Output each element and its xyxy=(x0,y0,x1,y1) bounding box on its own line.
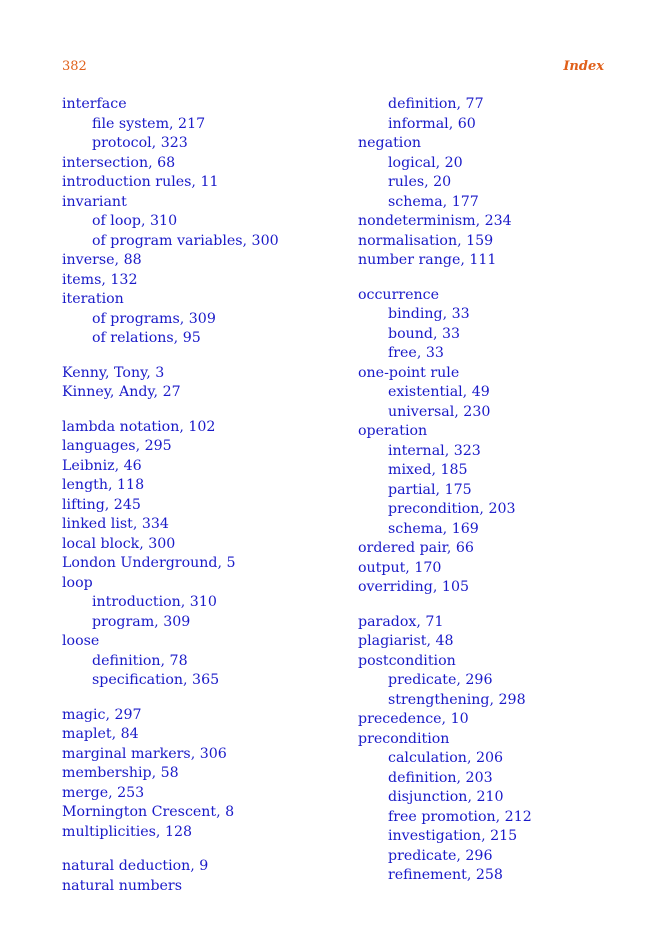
index-subentry[interactable]: strengthening, 298 xyxy=(388,691,526,708)
index-entry[interactable]: iteration xyxy=(62,291,124,307)
index-entry[interactable]: loop xyxy=(62,574,93,591)
index-subentry[interactable]: calculation, 206 xyxy=(388,750,504,766)
index-subentry[interactable]: protocol, 323 xyxy=(92,135,188,151)
index-entry[interactable]: paradox, 71 xyxy=(358,613,444,630)
index-entry[interactable]: invariant xyxy=(62,193,127,210)
index-entry[interactable]: merge, 253 xyxy=(62,784,145,801)
index-subentry[interactable]: definition, 203 xyxy=(388,769,493,786)
index-entry[interactable]: precedence, 10 xyxy=(358,711,469,727)
index-entry[interactable]: overriding, 105 xyxy=(358,579,469,595)
index-subentry[interactable]: rules, 20 xyxy=(388,174,452,190)
index-subentry[interactable]: of loop, 310 xyxy=(92,213,178,229)
index-subentry[interactable]: informal, 60 xyxy=(388,115,476,132)
index-entry[interactable]: postcondition xyxy=(358,652,456,669)
index-entry[interactable]: Kinney, Andy, 27 xyxy=(62,384,181,400)
index-subentry[interactable]: investigation, 215 xyxy=(388,828,518,844)
index-subentry[interactable]: precondition, 203 xyxy=(388,501,516,517)
index-subentry[interactable]: internal, 323 xyxy=(388,442,481,459)
index-entry[interactable]: linked list, 334 xyxy=(62,516,169,532)
page-number: 382 xyxy=(62,59,87,74)
index-subentry[interactable]: of relations, 95 xyxy=(92,330,201,346)
index-entry[interactable]: maplet, 84 xyxy=(62,726,139,742)
index-subentry[interactable]: existential, 49 xyxy=(388,384,490,400)
index-entry[interactable]: London Underground, 5 xyxy=(62,555,236,571)
index-subentry[interactable]: schema, 177 xyxy=(388,193,479,210)
index-entry[interactable]: output, 170 xyxy=(358,559,442,576)
index-column-right xyxy=(358,95,648,886)
index-subentry[interactable]: refinement, 258 xyxy=(388,867,503,883)
index-entry[interactable]: languages, 295 xyxy=(62,438,172,454)
index-entry[interactable]: Leibniz, 46 xyxy=(62,457,142,474)
index-entry[interactable]: operation xyxy=(358,423,428,439)
index-entry[interactable]: normalisation, 159 xyxy=(358,232,494,249)
index-subentry[interactable]: logical, 20 xyxy=(388,154,463,171)
index-subentry[interactable]: predicate, 296 xyxy=(388,672,493,688)
index-subentry[interactable]: definition, 77 xyxy=(388,96,484,112)
index-entry[interactable]: marginal markers, 306 xyxy=(62,745,227,762)
index-subentry[interactable]: of programs, 309 xyxy=(92,310,216,327)
index-column-left xyxy=(62,95,352,896)
index-subentry[interactable]: predicate, 296 xyxy=(388,847,493,864)
index-entry[interactable]: magic, 297 xyxy=(62,706,142,723)
index-entry[interactable]: one-point rule xyxy=(358,364,460,381)
index-entry[interactable]: Kenny, Tony, 3 xyxy=(62,364,165,381)
index-entry[interactable]: lifting, 245 xyxy=(62,496,141,513)
index-entry[interactable]: multiplicities, 128 xyxy=(62,823,193,840)
index-entry[interactable]: ordered pair, 66 xyxy=(358,540,474,556)
page-header xyxy=(62,59,604,77)
index-entry[interactable]: intersection, 68 xyxy=(62,154,176,171)
index-subentry[interactable]: schema, 169 xyxy=(388,520,479,537)
index-subentry[interactable]: free promotion, 212 xyxy=(388,808,532,825)
index-entry[interactable]: Mornington Crescent, 8 xyxy=(62,804,235,820)
running-head: Index xyxy=(563,59,604,74)
index-entry[interactable]: interface xyxy=(62,96,127,112)
index-entry[interactable]: number range, 111 xyxy=(358,252,497,268)
index-subentry[interactable]: disjunction, 210 xyxy=(388,789,504,805)
index-entry[interactable]: membership, 58 xyxy=(62,765,179,781)
index-entry[interactable]: occurrence xyxy=(358,286,440,303)
index-subentry[interactable]: mixed, 185 xyxy=(388,462,468,478)
index-subentry[interactable]: free, 33 xyxy=(388,345,444,361)
index-subentry[interactable]: file system, 217 xyxy=(92,115,206,132)
index-entry[interactable]: length, 118 xyxy=(62,477,145,493)
index-subentry[interactable]: specification, 365 xyxy=(92,672,220,688)
index-entry[interactable]: loose xyxy=(62,633,100,649)
index-subentry[interactable]: bound, 33 xyxy=(388,325,461,342)
index-entry[interactable]: lambda notation, 102 xyxy=(62,418,216,435)
index-entry[interactable]: plagiarist, 48 xyxy=(358,633,454,649)
index-entry[interactable]: natural deduction, 9 xyxy=(62,858,209,874)
index-subentry[interactable]: introduction, 310 xyxy=(92,594,217,610)
index-entry[interactable]: negation xyxy=(358,135,421,151)
index-entry[interactable]: nondeterminism, 234 xyxy=(358,213,512,229)
index-entry[interactable]: natural numbers xyxy=(62,877,182,894)
index-subentry[interactable]: binding, 33 xyxy=(388,306,470,322)
index-subentry[interactable]: partial, 175 xyxy=(388,481,472,498)
index-entry[interactable]: introduction rules, 11 xyxy=(62,174,219,190)
index-subentry[interactable]: definition, 78 xyxy=(92,652,188,669)
index-entry[interactable]: items, 132 xyxy=(62,271,138,288)
index-subentry[interactable]: universal, 230 xyxy=(388,403,491,420)
index-entry[interactable]: local block, 300 xyxy=(62,535,176,552)
index-entry[interactable]: inverse, 88 xyxy=(62,252,142,268)
index-subentry[interactable]: program, 309 xyxy=(92,613,191,630)
index-subentry[interactable]: of program variables, 300 xyxy=(92,232,279,249)
index-entry[interactable]: precondition xyxy=(358,730,450,747)
